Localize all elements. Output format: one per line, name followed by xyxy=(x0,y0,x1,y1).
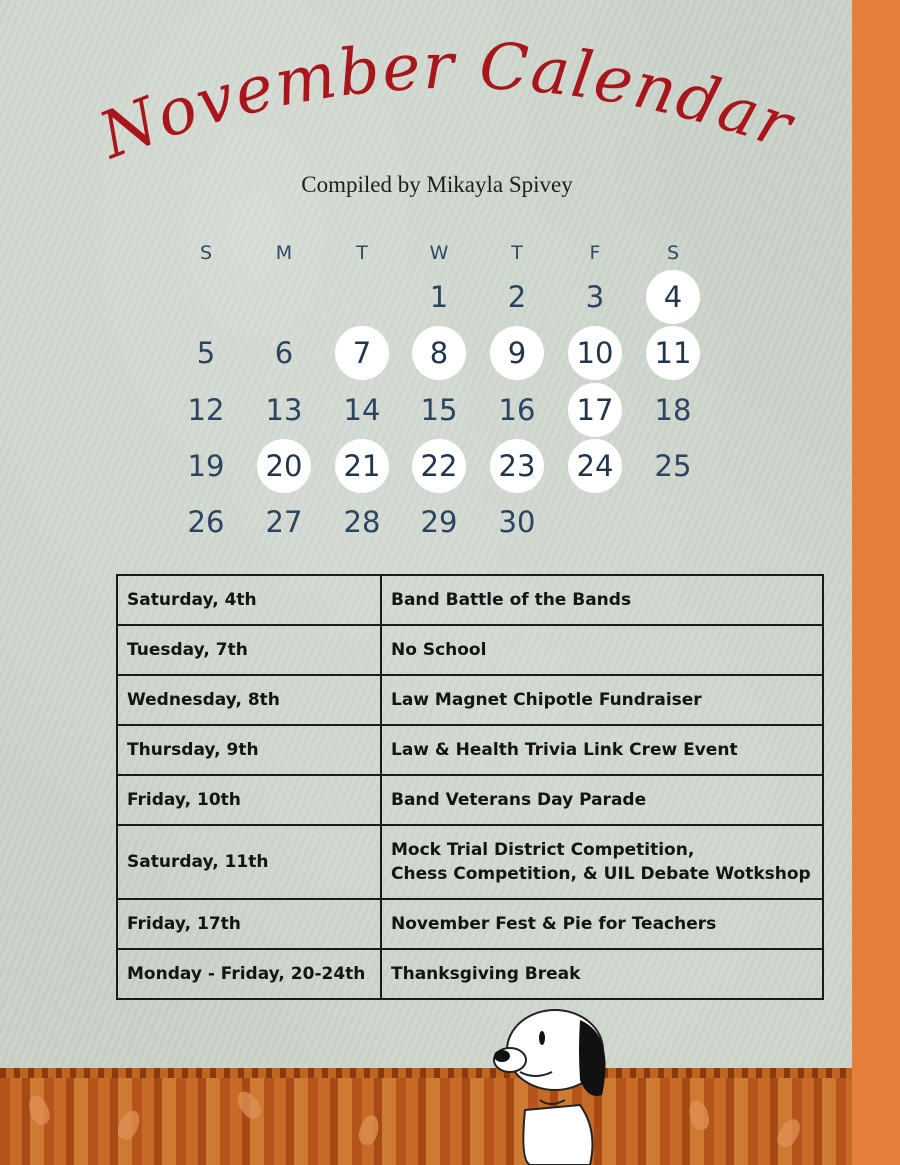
event-description-line: Chess Competition, & UIL Debate Wotkshop xyxy=(391,864,811,884)
weekday-header: S xyxy=(666,242,680,264)
event-description-cell xyxy=(381,675,823,725)
calendar-day: 19 xyxy=(187,449,225,483)
event-description-line: Thanksgiving Break xyxy=(391,964,581,984)
subtitle: Compiled by Mikayla Spivey xyxy=(301,172,573,197)
calendar-day: 27 xyxy=(265,505,303,539)
calendar-day-highlighted: 20 xyxy=(257,439,311,493)
weekday-header: T xyxy=(511,242,523,264)
weekday-header: M xyxy=(275,242,293,264)
calendar-day: 28 xyxy=(343,505,381,539)
calendar-day: 6 xyxy=(274,336,294,370)
event-date-cell: Thursday, 9th xyxy=(117,725,381,775)
weekday-header: F xyxy=(589,242,601,264)
calendar-day: 12 xyxy=(187,393,225,427)
event-description-line: No School xyxy=(391,640,487,660)
event-date-cell: Saturday, 11th xyxy=(117,825,381,899)
calendar-day: 30 xyxy=(498,505,536,539)
calendar-day: 18 xyxy=(654,393,692,427)
event-description-cell xyxy=(381,625,823,675)
event-description-cell xyxy=(381,825,823,899)
calendar-day: 3 xyxy=(585,280,605,314)
event-row xyxy=(117,949,823,999)
svg-text:November Calendar xyxy=(88,30,804,175)
calendar-day-highlighted: 17 xyxy=(568,383,622,437)
calendar-day: 5 xyxy=(196,336,216,370)
event-date-cell: Monday - Friday, 20-24th xyxy=(117,949,381,999)
events-table xyxy=(116,574,824,1000)
event-row xyxy=(117,675,823,725)
calendar-day: 26 xyxy=(187,505,225,539)
event-row xyxy=(117,575,823,625)
weekday-header: W xyxy=(429,242,449,264)
event-description-cell xyxy=(381,949,823,999)
calendar-day: 1 xyxy=(429,280,449,314)
event-description-line: Band Veterans Day Parade xyxy=(391,790,647,810)
event-description-cell xyxy=(381,725,823,775)
calendar-day-highlighted: 8 xyxy=(412,326,466,380)
event-row xyxy=(117,825,823,899)
calendar-day: 13 xyxy=(265,393,303,427)
calendar-day-highlighted: 22 xyxy=(412,439,466,493)
event-date-cell: Friday, 17th xyxy=(117,899,381,949)
event-description-line: Law & Health Trivia Link Crew Event xyxy=(391,740,738,760)
weekday-header: S xyxy=(199,242,213,264)
calendar-day: 16 xyxy=(498,393,536,427)
weekday-header: T xyxy=(356,242,368,264)
snoopy-illustration xyxy=(480,1000,630,1165)
event-row xyxy=(117,625,823,675)
event-date-cell: Wednesday, 8th xyxy=(117,675,381,725)
grass-edge xyxy=(0,1068,852,1078)
event-description-line: Band Battle of the Bands xyxy=(391,590,632,610)
calendar-day-highlighted: 23 xyxy=(490,439,544,493)
event-row xyxy=(117,775,823,825)
calendar-day-highlighted: 11 xyxy=(646,326,700,380)
event-description-line: November Fest & Pie for Teachers xyxy=(391,914,717,934)
calendar-day-highlighted: 9 xyxy=(490,326,544,380)
calendar-day: 14 xyxy=(343,393,381,427)
calendar-day-highlighted: 4 xyxy=(646,270,700,324)
event-description-line: Law Magnet Chipotle Fundraiser xyxy=(391,690,702,710)
event-description-cell xyxy=(381,775,823,825)
calendar-day: 15 xyxy=(420,393,458,427)
event-row xyxy=(117,899,823,949)
calendar-day-highlighted: 24 xyxy=(568,439,622,493)
event-description-line: Mock Trial District Competition, xyxy=(391,840,695,860)
calendar-day-highlighted: 21 xyxy=(335,439,389,493)
event-date-cell: Tuesday, 7th xyxy=(117,625,381,675)
calendar-day: 25 xyxy=(654,449,692,483)
event-date-cell: Friday, 10th xyxy=(117,775,381,825)
event-description-cell xyxy=(381,899,823,949)
event-description-cell xyxy=(381,575,823,625)
calendar-day: 2 xyxy=(507,280,527,314)
calendar-day: 29 xyxy=(420,505,458,539)
event-row xyxy=(117,725,823,775)
page-title-text: November Calendar xyxy=(90,29,803,174)
event-date-cell: Saturday, 4th xyxy=(117,575,381,625)
calendar-day-highlighted: 10 xyxy=(568,326,622,380)
calendar-day-highlighted: 7 xyxy=(335,326,389,380)
